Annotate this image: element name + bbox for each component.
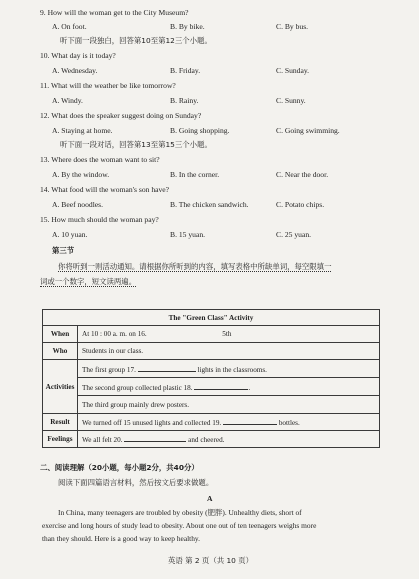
question-11: 11. What will the weather be like tomorrow? — [40, 81, 176, 90]
q11-option-b: B. Rainy. — [170, 96, 199, 105]
result-text-end: bottles. — [278, 419, 300, 427]
passage-line-3: than they should. Here is a good way to keep healthy. — [42, 534, 200, 543]
who-text: Students in our class. — [78, 343, 380, 360]
q13-option-a: A. By the window. — [52, 170, 110, 179]
activity-1-text: The first group 17. — [82, 365, 136, 374]
part-2-instructions: 阅读下面四篇语言材料，然后按文后要求做题。 — [58, 478, 214, 487]
activities-label: Activities — [43, 360, 78, 414]
page-footer: 英语 第 2 页（共 10 页） — [168, 556, 253, 565]
green-class-activity-table — [42, 309, 380, 448]
when-cell — [78, 326, 380, 343]
question-10: 10. What day is it today? — [40, 51, 116, 60]
listening-note-1: 听下面一段独白，回答第10至第12三个小题。 — [60, 36, 212, 45]
question-14: 14. What food will the woman's son have? — [40, 185, 170, 194]
blank-17[interactable] — [138, 364, 196, 372]
section-3-heading: 第三节 — [52, 246, 75, 255]
part-2-heading: 二、阅读理解（20小题，每小题2分，共40分） — [40, 463, 199, 472]
activity-1-text-end: lights in the classrooms. — [197, 365, 267, 374]
result-cell — [78, 414, 380, 431]
q9-option-b: B. By bike. — [170, 22, 205, 31]
feelings-text-end: and cheered. — [188, 436, 225, 444]
q10-option-b: B. Friday. — [170, 66, 201, 75]
feelings-cell — [78, 431, 380, 448]
q11-option-a: A. Windy. — [52, 96, 83, 105]
when-label: When — [43, 326, 78, 343]
q13-option-b: B. In the corner. — [170, 170, 220, 179]
q12-option-c: C. Going swimming. — [276, 126, 340, 135]
blank-19[interactable] — [223, 417, 277, 425]
when-text: At 10 : 00 a. m. on 16. — [82, 330, 147, 338]
feelings-text: We all felt 20. — [82, 436, 123, 444]
passage-line-2: exercise and long hours of study lead to obesity. About one out of ten teenagers weighs more — [42, 521, 317, 530]
listening-note-2: 听下面一段对话，回答第13至第15三个小题。 — [60, 140, 212, 149]
q10-option-c: C. Sunday. — [276, 66, 310, 75]
activity-3-text: The third group mainly drew posters. — [78, 396, 380, 414]
q12-option-b: B. Going shopping. — [170, 126, 230, 135]
question-12: 12. What does the speaker suggest doing on Sunday? — [40, 111, 202, 120]
question-13: 13. Where does the woman want to sit? — [40, 155, 160, 164]
q14-option-c: C. Potato chips. — [276, 200, 325, 209]
result-text: We turned off 15 unused lights and collected 19. — [82, 419, 222, 427]
q11-option-c: C. Sunny. — [276, 96, 306, 105]
question-15: 15. How much should the woman pay? — [40, 215, 159, 224]
q14-option-b: B. The chicken sandwich. — [170, 200, 249, 209]
activity-row-2 — [78, 378, 380, 396]
question-9: 9. How will the woman get to the City Museum? — [40, 8, 189, 17]
q10-option-a: A. Wednesday. — [52, 66, 98, 75]
activity-row-1 — [78, 360, 380, 378]
feelings-label: Feelings — [43, 431, 78, 448]
passage-line-1: In China, many teenagers are troubled by obesity (肥胖). Unhealthy diets, short of — [58, 508, 302, 517]
result-label: Result — [43, 414, 78, 431]
q13-option-c: C. Near the door. — [276, 170, 329, 179]
section-3-instructions-line2: 词或一个数字，短文读两遍。 — [40, 277, 137, 286]
q15-option-b: B. 15 yuan. — [170, 230, 206, 239]
blank-18[interactable] — [194, 382, 251, 392]
section-3-instructions-line1: 你将听到一则活动通知。请根据你所听到的内容，填写表格中所缺单词，每空限填一 — [58, 262, 332, 271]
q9-option-c: C. By bus. — [276, 22, 309, 31]
passage-label: A — [207, 494, 213, 503]
table-title: The "Green Class" Activity — [43, 310, 380, 326]
who-label: Who — [43, 343, 78, 360]
q15-option-c: C. 25 yuan. — [276, 230, 312, 239]
q12-option-a: A. Staying at home. — [52, 126, 113, 135]
q14-option-a: A. Beef noodles. — [52, 200, 104, 209]
q15-option-a: A. 10 yuan. — [52, 230, 88, 239]
blank-20[interactable] — [124, 434, 186, 442]
q9-option-a: A. On foot. — [52, 22, 87, 31]
activity-2-text-end: . — [248, 383, 251, 392]
when-date-suffix: 5th — [222, 330, 232, 338]
activity-2-text: The second group collected plastic 18. — [82, 383, 193, 392]
